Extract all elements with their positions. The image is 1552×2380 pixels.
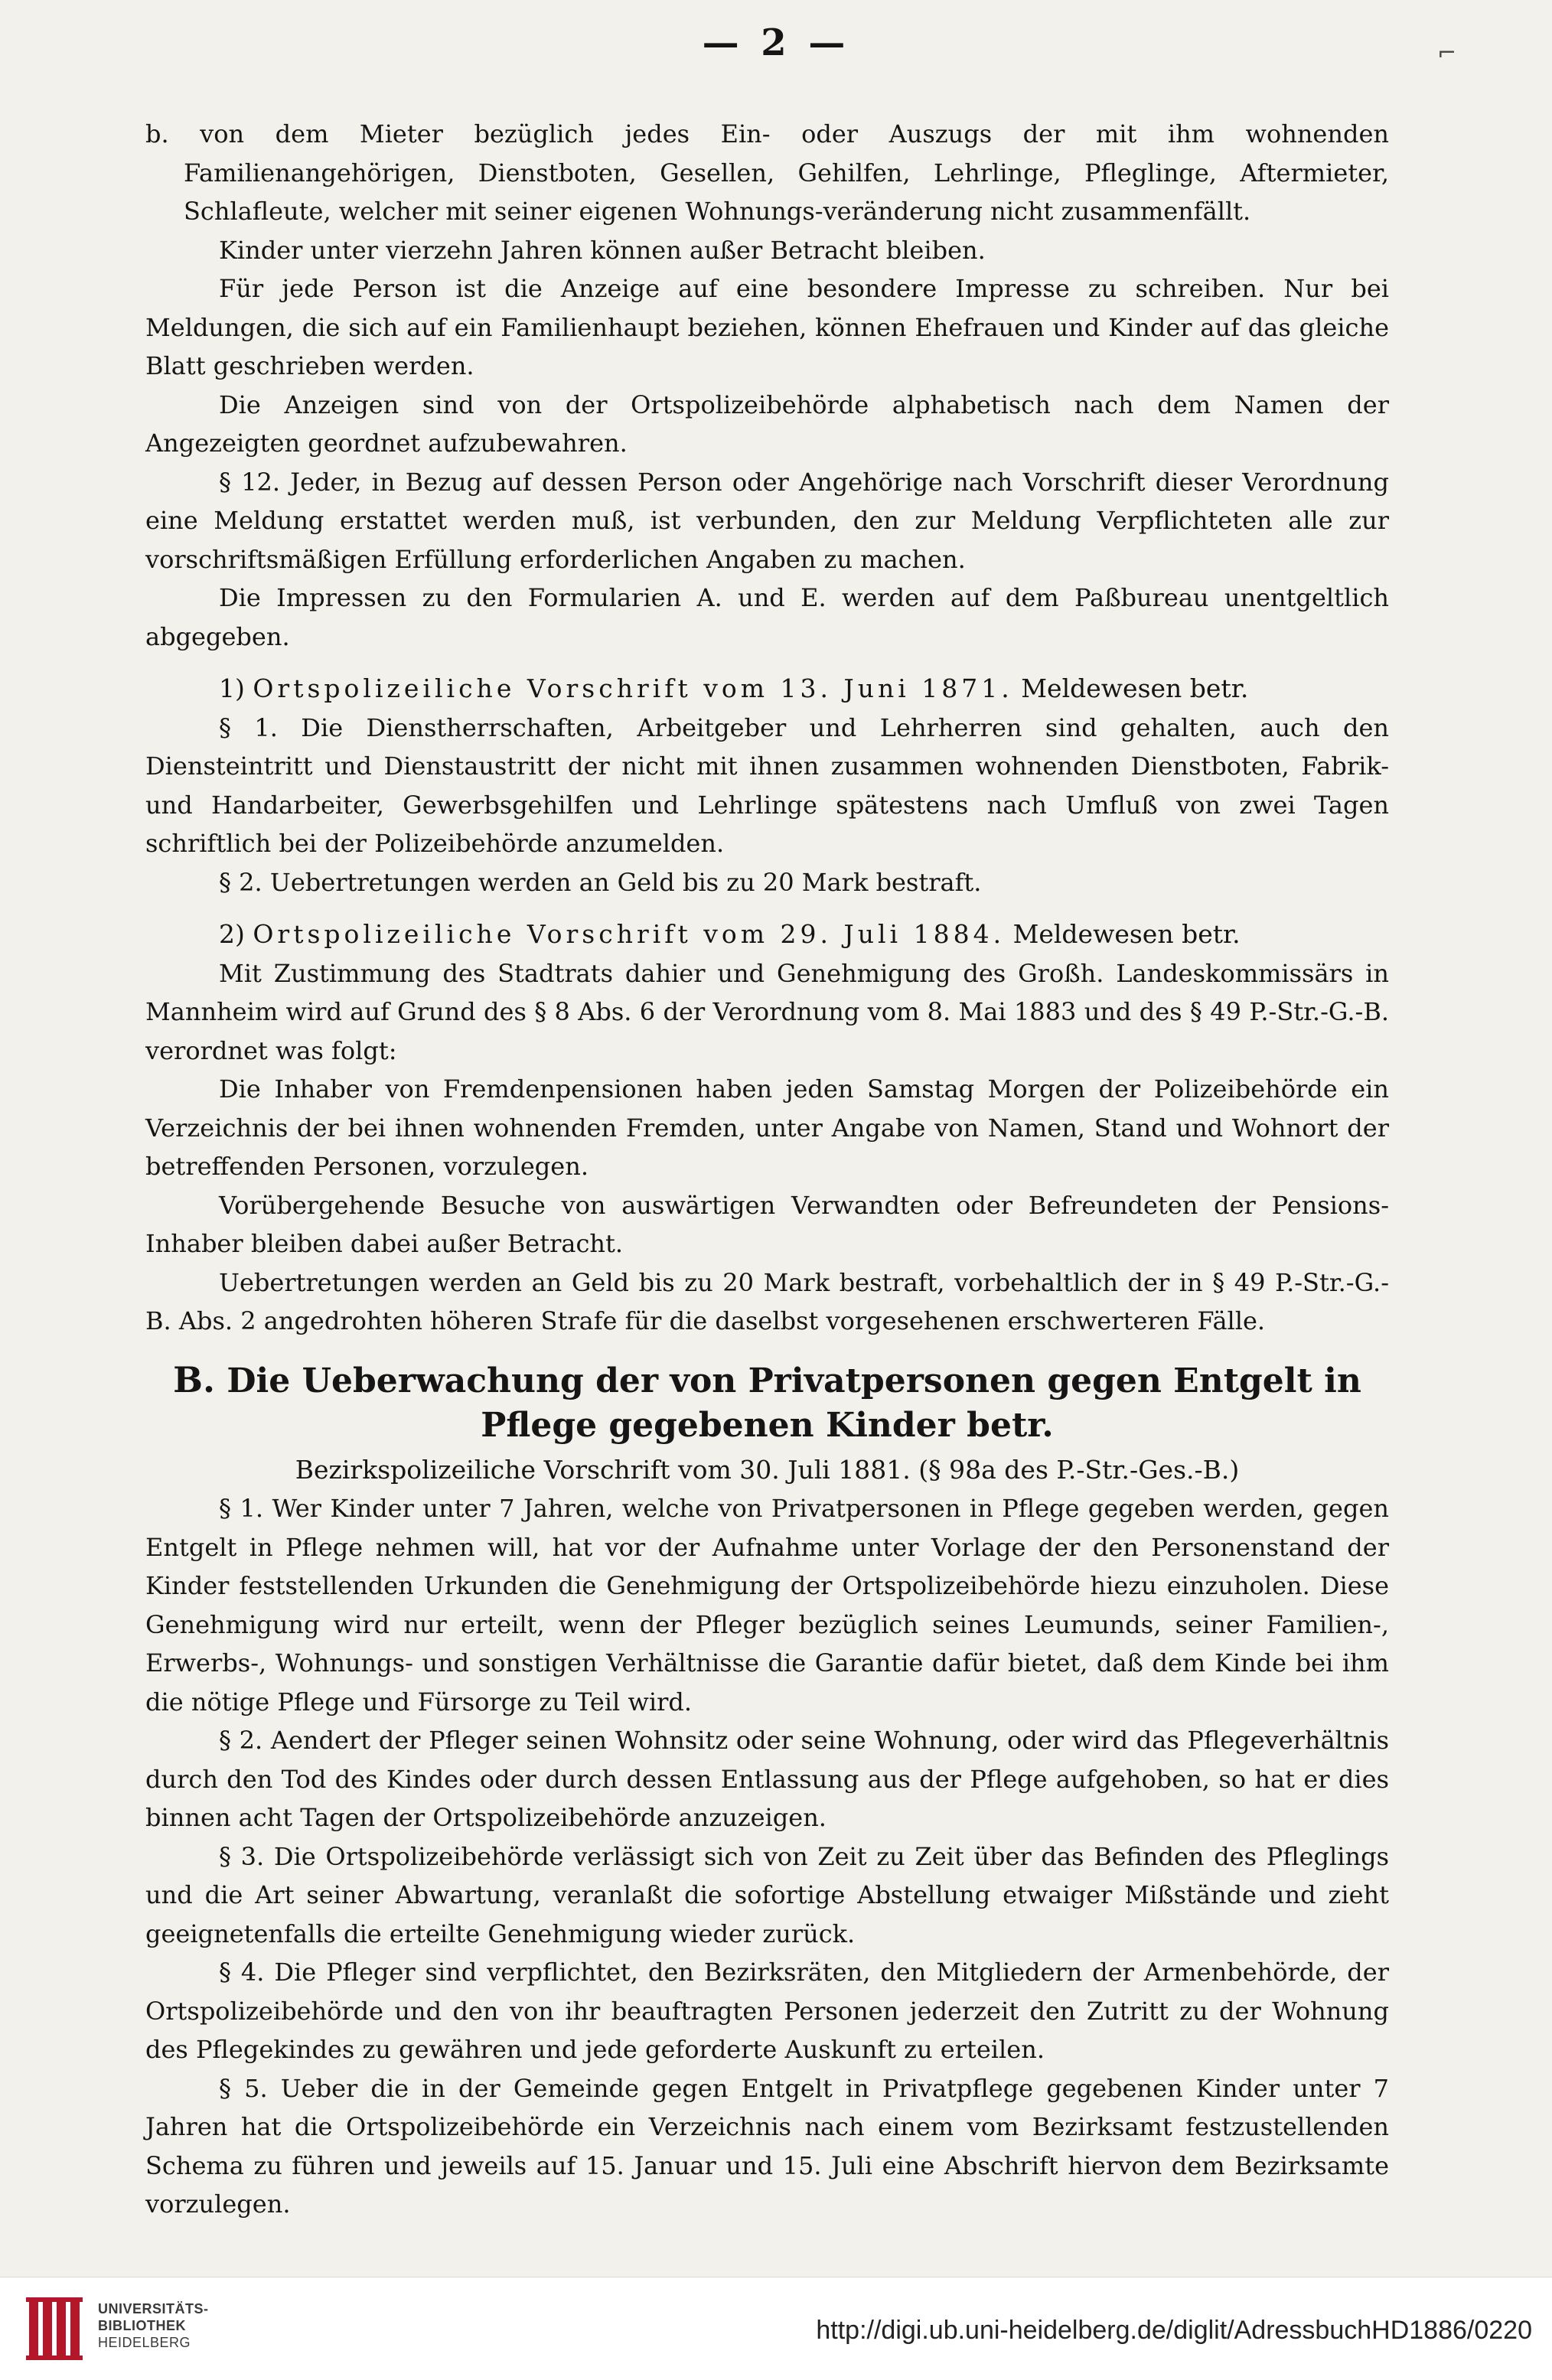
item-b: b. von dem Mieter bezüglich jedes Ein- oder Auszugs der mit ihm wohnenden Familienangehörigen, Dienstboten, Gesellen, Gehilfen, Lehrlinge, Pfleglinge, Aftermieter, Schlafleute, welcher mit seiner eigenen Wohnungs-veränderung nicht zusammenfällt. bbox=[145, 119, 1389, 226]
paragraph: Mit Zustimmung des Stadtrats dahier und Genehmigung des Großh. Landeskommissärs in Mannheim wird auf Grund des § 8 Abs. 6 der Verordnung vom 8. Mai 1883 und des § 49 P.-Str.-G.-B. verordnet was folgt: bbox=[145, 958, 1389, 1065]
paragraph: Die Inhaber von Fremdenpensionen haben jeden Samstag Morgen der Polizeibehörde ein Verzeichnis der bei ihnen wohnenden Fremden, unter Angabe von Namen, Stand und Wohnort der betreffenden Personen, vorzulegen. bbox=[145, 1074, 1389, 1181]
source-url-link[interactable]: http://digi.ub.uni-heidelberg.de/diglit/AdressbuchHD1886/0220 bbox=[816, 2316, 1532, 2345]
paragraph-section-12: § 12. Jeder, in Bezug auf dessen Person oder Angehörige nach Vorschrift dieser Verordnung eine Meldung erstattet werden muß, ist verbunden, den zur Meldung Verpflichteten alle zur vorschriftsmäßigen Erfüllung erforderlichen Angaben zu machen. bbox=[145, 467, 1389, 574]
paragraph: § 1. Die Dienstherrschaften, Arbeitgeber und Lehrherren sind gehalten, auch den Diensteintritt und Dienstaustritt der nicht mit ihnen zusammen wohnenden Dienstboten, Fabrik- und Handarbeiter, Gewerbsgehilfen und Lehrlinge spätestens nach Umfluß von zwei Tagen schriftlich bei der Polizeibehörde anzumelden. bbox=[145, 712, 1389, 858]
regulation-2-number: 2) bbox=[219, 919, 245, 949]
library-name-line-3: HEIDELBERG bbox=[98, 2335, 191, 2350]
section-b-letter: B. bbox=[173, 1358, 216, 1400]
page-number: — 2 — bbox=[702, 21, 850, 64]
paragraph: § 3. Die Ortspolizeibehörde verlässigt sich von Zeit zu Zeit über das Befinden des Pfleglings und die Art seiner Abwartung, veranlaßt die sofortige Abstellung etwaiger Mißstände und zieht geeignetenfalls die erteilte Genehmigung wieder zurück. bbox=[145, 1841, 1389, 1948]
paragraph: Die Anzeigen sind von der Ortspolizeibehörde alphabetisch nach dem Namen der Angezeigten geordnet aufzubewahren. bbox=[145, 390, 1389, 458]
corner-mark: ⌐ bbox=[1437, 40, 1457, 67]
regulation-1-subject: Meldewesen betr. bbox=[1021, 673, 1249, 703]
section-b-title: Die Ueberwachung der von Privatpersonen gegen Entgelt in Pflege gegebenen Kinder betr. bbox=[227, 1361, 1361, 1445]
regulation-2-subject: Meldewesen betr. bbox=[1012, 919, 1241, 949]
regulation-1-number: 1) bbox=[219, 673, 245, 703]
section-b-subheading: Bezirkspolizeiliche Vorschrift vom 30. Juli 1881. (§ 98a des P.-Str.-Ges.-B.) bbox=[295, 1454, 1240, 1485]
regulation-1-name: Ortspolizeiliche Vorschrift vom 13. Juni 1871. bbox=[253, 673, 1013, 703]
paragraph: Für jede Person ist die Anzeige auf eine besondere Impresse zu schreiben. Nur bei Meldungen, die sich auf ein Familienhaupt beziehen, können Ehefrauen und Kinder auf das gleiche Blatt geschrieben werden. bbox=[145, 274, 1389, 380]
library-name-line-2: BIBLIOTHEK bbox=[98, 2318, 186, 2333]
regulation-2-title bbox=[145, 915, 1389, 954]
library-name-line-1: UNIVERSITÄTS- bbox=[98, 2301, 209, 2316]
paragraph: Vorübergehende Besuche von auswärtigen Verwandten oder Befreundeten der Pensions-Inhaber bleiben dabei außer Betracht. bbox=[145, 1190, 1389, 1258]
paragraph: § 5. Ueber die in der Gemeinde gegen Entgelt in Privatpflege gegebenen Kinder unter 7 Jahren hat die Ortspolizeibehörde ein Verzeichnis nach einem vom Bezirksamt festzustellenden Schema zu führen und jeweils auf 15. Januar und 15. Juli eine Abschrift hiervon dem Bezirksamte vorzulegen. bbox=[145, 2073, 1389, 2219]
paragraph: § 1. Wer Kinder unter 7 Jahren, welche von Privatpersonen in Pflege gegeben werden, gegen Entgelt in Pflege nehmen will, hat vor der Aufnahme unter Vorlage der den Personenstand der Kinder feststellenden Urkunden die Genehmigung der Ortspolizeibehörde hiezu einzuholen. Diese Genehmigung wird nur erteilt, wenn der Pfleger bezüglich seines Leumunds, seiner Familien-, Erwerbs-, Wohnungs- und sonstigen Verhältnisse die Garantie dafür bietet, daß dem Kinde bei ihm die nötige Pflege und Fürsorge zu Teil wird. bbox=[145, 1494, 1389, 1717]
paragraph: Uebertretungen werden an Geld bis zu 20 Mark bestraft, vorbehaltlich der in § 49 P.-Str.-G.-B. Abs. 2 angedrohten höheren Strafe für die daselbst vorgesehenen erschwerteren Fälle. bbox=[145, 1267, 1389, 1335]
paragraph: Die Impressen zu den Formularien A. und E. werden auf dem Paßbureau unentgeltlich abgegeben. bbox=[145, 583, 1389, 651]
paragraph: Kinder unter vierzehn Jahren können außer Betracht bleiben. bbox=[219, 235, 986, 265]
page-content bbox=[145, 115, 1389, 2224]
library-footer bbox=[0, 2277, 1552, 2380]
paragraph: § 2. Uebertretungen werden an Geld bis zu 20 Mark bestraft. bbox=[219, 867, 982, 897]
library-name bbox=[98, 2300, 209, 2351]
regulation-1-title bbox=[145, 670, 1389, 709]
paragraph: § 4. Die Pfleger sind verpflichtet, den Bezirksräten, den Mitgliedern der Armenbehörde, der Ortspolizeibehörde und den von ihr beauftragten Personen jederzeit den Zutritt zu der Wohnung des Pflegekindes zu gewähren und jede geforderte Auskunft zu erteilen. bbox=[145, 1958, 1389, 2064]
university-library-logo-icon bbox=[23, 2291, 92, 2368]
regulation-2-name: Ortspolizeiliche Vorschrift vom 29. Juli 1884. bbox=[253, 919, 1006, 949]
paragraph: § 2. Aendert der Pfleger seinen Wohnsitz oder seine Wohnung, oder wird das Pflegeverhältnis durch den Tod des Kindes oder durch dessen Entlassung aus der Pflege aufgehoben, so hat er dies binnen acht Tagen der Ortspolizeibehörde anzuzeigen. bbox=[145, 1726, 1389, 1832]
section-b-heading bbox=[145, 1358, 1389, 1448]
